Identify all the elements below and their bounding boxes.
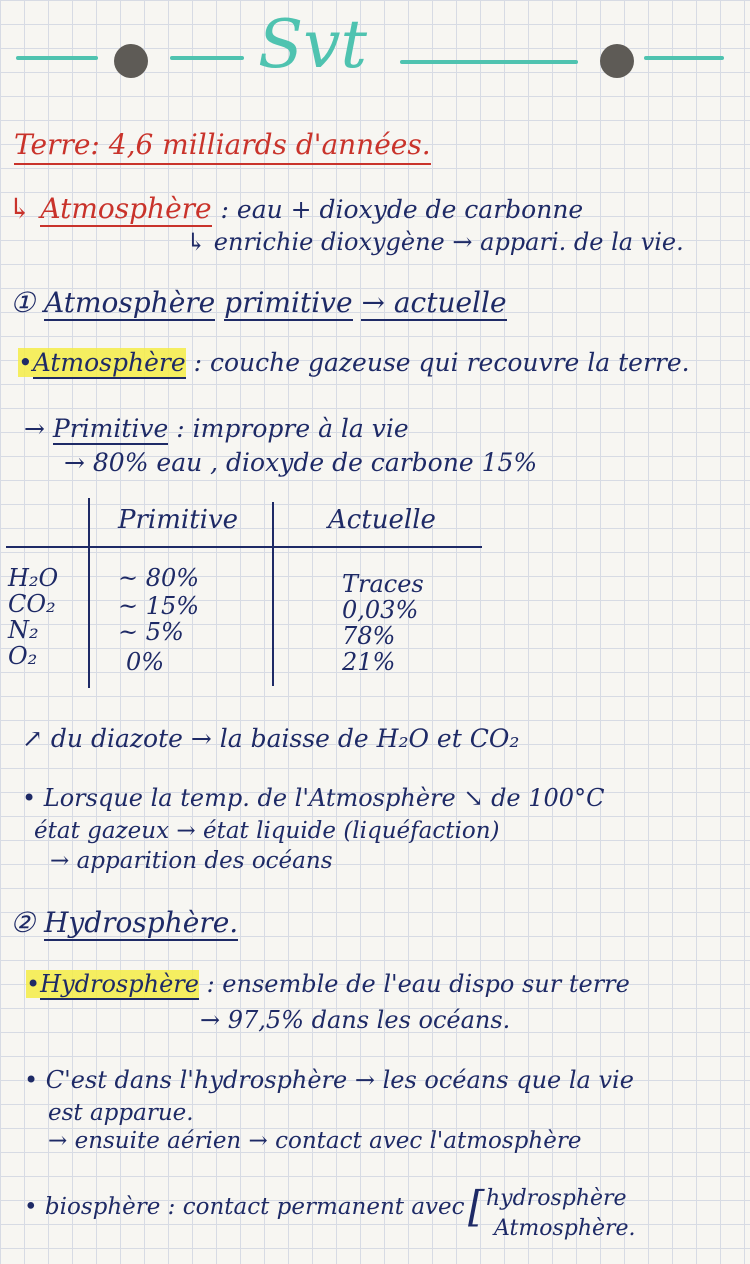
- act-o2: 21%: [342, 648, 396, 676]
- temp-line3: → apparition des océans: [50, 848, 333, 874]
- primitive-line2: → 80% eau , dioxyde de carbone 15%: [64, 448, 538, 477]
- gas-o2: O₂: [8, 642, 38, 670]
- atmo-intro: [8, 192, 583, 225]
- vie-line2: est apparue.: [48, 1100, 194, 1126]
- binder-hole-left: [114, 44, 148, 78]
- table-col-rule-1: [88, 498, 90, 688]
- act-h2o: Traces: [342, 570, 424, 598]
- table-col-rule-2: [272, 502, 274, 686]
- primitive-text: : impropre à la vie: [176, 414, 409, 443]
- gas-co2: CO₂: [8, 590, 56, 618]
- terre-text: : 4,6 milliards d'années.: [90, 128, 431, 161]
- biosphere-opt1: hydrosphère: [486, 1186, 627, 1211]
- header-line-left: [16, 56, 98, 60]
- biosphere-line: [24, 1194, 465, 1220]
- gas-n2: N₂: [8, 616, 39, 644]
- prim-h2o: ~ 80%: [118, 564, 200, 592]
- vie-line3: → ensuite aérien → contact avec l'atmosphère: [48, 1128, 582, 1154]
- biosphere-brace: [: [468, 1182, 485, 1231]
- diazote-line: ↗ du diazote → la baisse de H₂O et CO₂: [22, 724, 520, 753]
- section1-title-c: → actuelle: [361, 286, 507, 319]
- section2-label: Hydrosphère.: [44, 906, 239, 939]
- temp-line1: • Lorsque la temp. de l'Atmosphère ↘ de 100°C: [22, 784, 605, 812]
- atmo-def-bullet: •: [18, 348, 33, 377]
- header-line-mid: [170, 56, 244, 60]
- atmo-sub: ↳ enrichie dioxygène → appari. de la vie.: [186, 228, 684, 256]
- section2-title: [10, 906, 238, 939]
- primitive-label: Primitive: [52, 414, 169, 443]
- section2-number: ②: [10, 906, 36, 939]
- act-n2: 78%: [342, 622, 396, 650]
- hydro-def-bullet: •: [26, 970, 41, 998]
- gas-h2o: H₂O: [8, 564, 59, 592]
- biosphere-text: biosphère : contact permanent avec: [44, 1194, 465, 1220]
- atmo-def: [18, 348, 690, 377]
- prim-o2: 0%: [126, 648, 165, 676]
- atmo-def-term: Atmosphère: [32, 348, 186, 377]
- temp-line2: état gazeux → état liquide (liquéfaction): [34, 818, 500, 844]
- header-line-far-right: [644, 56, 724, 60]
- atmo-def-text: : couche gazeuse qui recouvre la terre.: [193, 348, 690, 377]
- prim-co2: ~ 15%: [118, 592, 200, 620]
- primitive-arrow: →: [24, 414, 45, 443]
- section1-title: [10, 286, 507, 319]
- vie-line1: • C'est dans l'hydrosphère → les océans que la vie: [24, 1066, 634, 1094]
- atmo-text: : eau + dioxyde de carbonne: [220, 195, 584, 224]
- section1-title-a: Atmosphère: [44, 286, 216, 319]
- page-title: Svt: [258, 6, 368, 83]
- atmo-label: Atmosphère: [40, 192, 212, 225]
- terre-line: [14, 128, 431, 165]
- section1-title-b: primitive: [224, 286, 353, 319]
- hydro-def-text: : ensemble de l'eau dispo sur terre: [206, 970, 630, 998]
- atmo-arrow: ↳: [8, 192, 32, 225]
- act-co2: 0,03%: [342, 596, 419, 624]
- table-header-actuelle: Actuelle: [328, 505, 436, 535]
- table-header-primitive: Primitive: [118, 505, 239, 535]
- primitive-line1: [24, 414, 409, 443]
- binder-hole-right: [600, 44, 634, 78]
- biosphere-opt2: Atmosphère.: [494, 1216, 636, 1241]
- table-header-rule: [6, 546, 482, 548]
- header-line-right: [400, 60, 578, 64]
- hydro-def-term: Hydrosphère: [40, 970, 199, 998]
- prim-n2: ~ 5%: [118, 618, 184, 646]
- hydro-def-sub: → 97,5% dans les océans.: [200, 1006, 511, 1034]
- biosphere-bullet: •: [24, 1194, 38, 1220]
- hydro-def: [26, 970, 630, 998]
- section1-number: ①: [10, 286, 36, 319]
- terre-label: Terre: [14, 128, 91, 161]
